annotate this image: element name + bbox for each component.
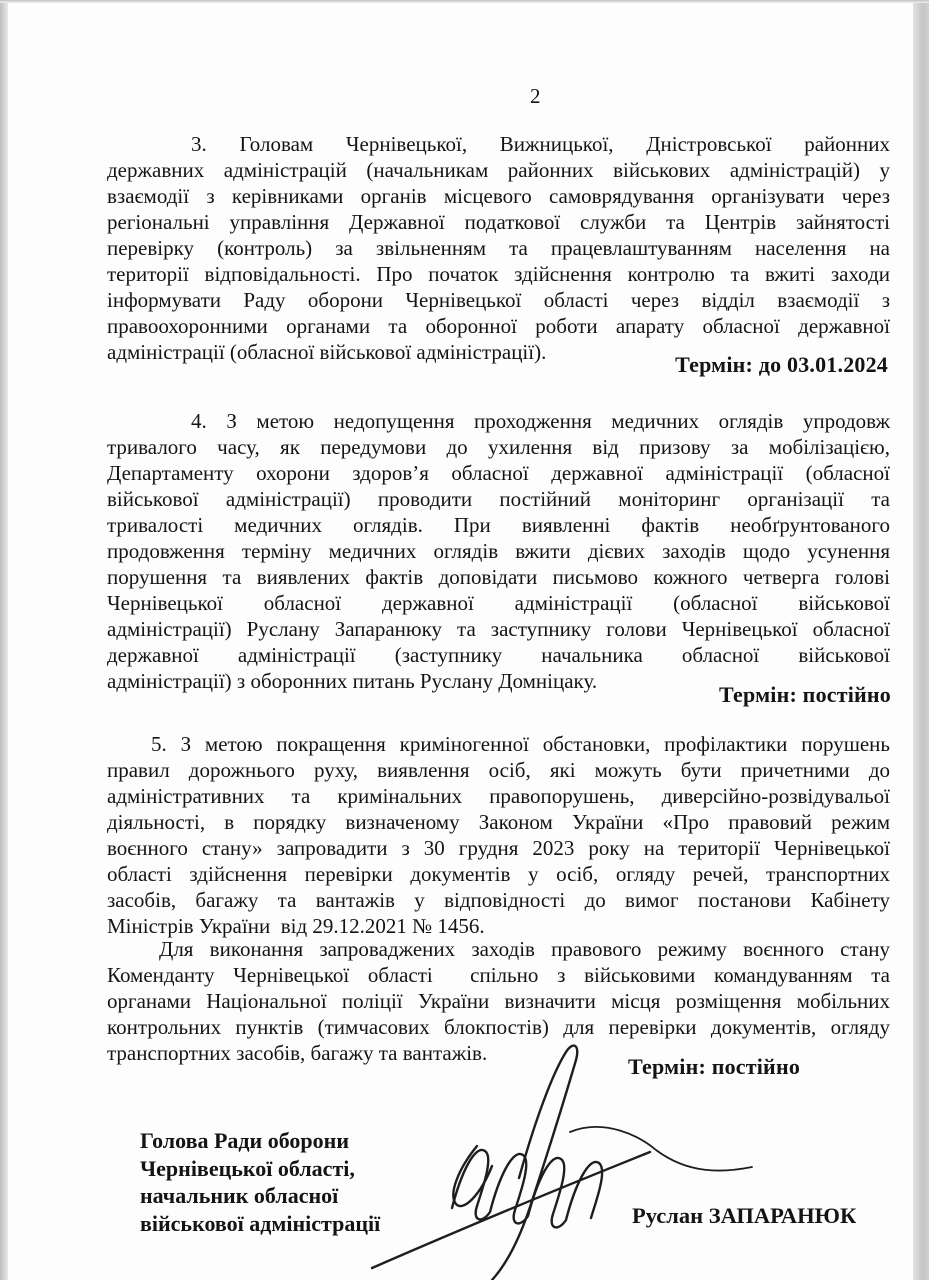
deadline-paragraph-4: Термін: постійно (718, 682, 891, 707)
text-line: інформувати Раду оборони Чернівецької області через відділ взаємодії з (107, 288, 890, 312)
text-line: Чернівецької області, (140, 1155, 355, 1181)
text-line: 3. Головам Чернівецької, Вижницької, Дністровської районних (191, 132, 890, 156)
text-line: засобів, багажу та вантажів у відповідності до вимог постанови Кабінету (107, 888, 890, 912)
text-line: правоохоронними органами та оборонної роботи апарату обласної державної (107, 314, 890, 338)
text-line: державних адміністрацій (начальникам районних військових адміністрацій) у (107, 158, 890, 182)
paragraph-4 (107, 408, 890, 694)
text-line: Голова Ради оборони (140, 1128, 349, 1153)
text-line: 4. З метою недопущення проходження медичних оглядів упродовж (191, 409, 890, 433)
page-edge-top (0, 0, 929, 3)
text-line: адміністрації) Руслану Запаранюку та заступнику голови Чернівецької обласної (107, 617, 890, 641)
text-line: 5. З метою покращення криміногенної обстановки, профілактики порушень (151, 732, 890, 756)
text-line: контрольних пунктів (тимчасових блокпостів) для перевірки документів, огляду (107, 1015, 890, 1039)
text-line: області здійснення перевірки документів у осіб, огляду речей, транспортних (107, 862, 890, 886)
text-line: діяльності, в порядку визначеному Законом України «Про правовий режим (107, 810, 890, 834)
text-line: військової адміністрації (140, 1210, 381, 1236)
signatory-name: Руслан ЗАПАРАНЮК (632, 1203, 857, 1228)
text-line: порушення та виявлених фактів доповідати письмово кожного четверга голові (107, 565, 890, 589)
signatory-title (140, 1127, 470, 1237)
page-number: 2 (530, 84, 541, 108)
page-edge-right (913, 0, 929, 1280)
page-edge-left (0, 0, 8, 1280)
text-line: тривалого часу, як передумови до ухилення від призову за мобілізацією, (107, 435, 890, 459)
text-line: державної адміністрації (заступнику начальника обласної військової (107, 643, 890, 667)
text-line: перевірку (контроль) за звільненням та працевлаштуванням населення на (107, 236, 890, 260)
text-line: продовження терміну медичних оглядів вжити дієвих заходів щодо усунення (107, 539, 890, 563)
text-line: воєнного стану» запровадити з 30 грудня 2023 року на території Чернівецької (107, 836, 890, 860)
text-line: транспортних засобів, багажу та вантажів. (107, 1041, 488, 1065)
text-line: Департаменту охорони здоров’я обласної державної адміністрації (обласної (107, 461, 890, 485)
text-line: військової адміністрації) проводити постійний моніторинг організації та (107, 487, 890, 511)
deadline-paragraph-3: Термін: до 03.01.2024 (675, 352, 888, 377)
text-line: Коменданту Чернівецької області спільно з військовими командуванням та (107, 963, 890, 987)
text-line: Для виконання запроваджених заходів правового режиму воєнного стану (159, 937, 890, 961)
text-line: начальник обласної (140, 1183, 339, 1208)
paragraph-5-continued (107, 936, 890, 1066)
paragraph-5 (107, 731, 890, 939)
paragraph-3 (107, 131, 890, 365)
text-line: правил дорожнього руху, виявлення осіб, які можуть бути причетними до (107, 758, 890, 782)
deadline-paragraph-5: Термін: постійно (628, 1054, 801, 1079)
text-line: органами Національної поліції України визначити місця розміщення мобільних (107, 989, 890, 1013)
text-line: регіональні управління Державної податкової служби та Центрів зайнятості (107, 210, 890, 234)
text-line: адміністративних та кримінальних правопорушень, диверсійно-розвідувальої (107, 784, 890, 808)
text-line: тривалості медичних оглядів. При виявленні фактів необґрунтованого (107, 513, 890, 537)
text-line: взаємодії з керівниками органів місцевого самоврядування організувати через (107, 184, 890, 208)
text-line: Чернівецької обласної державної адміністрації (обласної військової (107, 591, 890, 615)
text-line: Міністрів України від 29.12.2021 № 1456. (107, 914, 485, 938)
text-line: території відповідальності. Про початок здійснення контролю та вжиті заходи (107, 262, 890, 286)
text-line: адміністрації (обласної військової адміністрації). (107, 340, 547, 364)
text-line: адміністрації) з оборонних питань Руслану Домніцаку. (107, 669, 598, 693)
